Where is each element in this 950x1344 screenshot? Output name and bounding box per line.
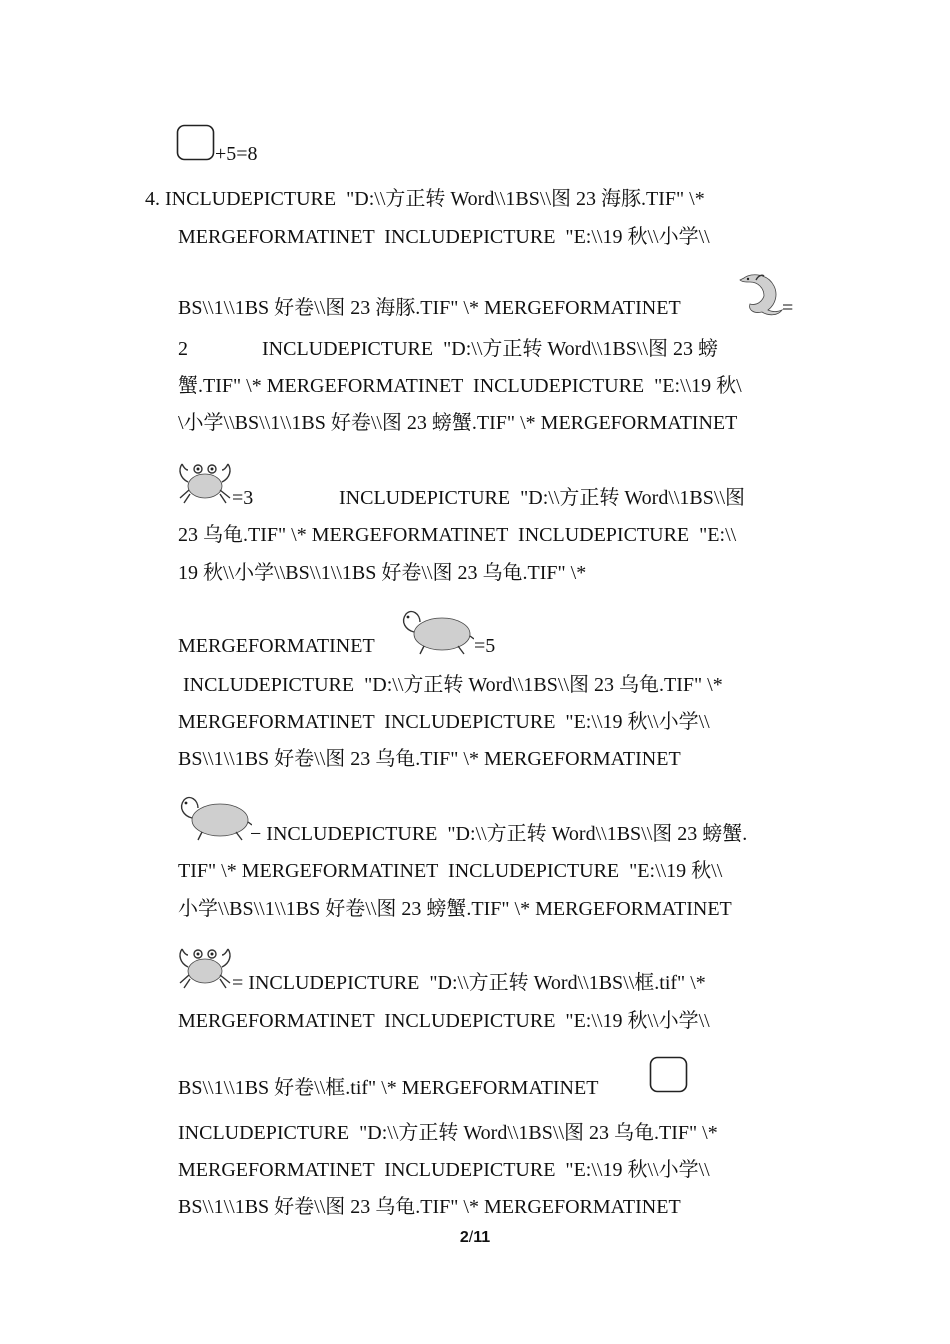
turtle-icon xyxy=(176,792,252,842)
text-line: MERGEFORMATINET INCLUDEPICTURE "E:\\19 秋\\小学\\ xyxy=(178,1010,710,1032)
crab-icon xyxy=(176,458,234,506)
text-line: BS\\1\\1BS 好卷\\图 23 海豚.TIF" \* MERGEFORMATINET xyxy=(178,297,681,319)
text-value: =3 xyxy=(232,487,254,509)
text-line: BS\\1\\1BS 好卷\\图 23 乌龟.TIF" \* MERGEFORMATINET xyxy=(178,748,681,770)
page-number xyxy=(0,1229,950,1247)
answer-box-icon xyxy=(649,1056,689,1094)
text-line: INCLUDEPICTURE "D:\\方正转 Word\\1BS\\图 23 乌龟.TIF" \* xyxy=(178,674,723,696)
text-line: INCLUDEPICTURE "D:\\方正转 Word\\1BS\\图 xyxy=(339,487,746,509)
text-line: MERGEFORMATINET INCLUDEPICTURE "E:\\19 秋\\小学\\ xyxy=(178,711,710,733)
text-line: BS\\1\\1BS 好卷\\图 23 乌龟.TIF" \* MERGEFORMATINET xyxy=(178,1196,681,1218)
text-line: 小学\\BS\\1\\1BS 好卷\\图 23 螃蟹.TIF" \* MERGEFORMATINET xyxy=(178,898,732,920)
text-value: =5 xyxy=(474,635,496,657)
page-total: 11 xyxy=(473,1229,491,1246)
text-line: INCLUDEPICTURE "D:\\方正转 Word\\1BS\\图 23 乌龟.TIF" \* xyxy=(178,1122,718,1144)
text-line: 19 秋\\小学\\BS\\1\\1BS 好卷\\图 23 乌龟.TIF" \* xyxy=(178,562,587,584)
text-line: MERGEFORMATINET INCLUDEPICTURE "E:\\19 秋\\小学\\ xyxy=(178,1159,710,1181)
equation-box-plus-5: +5=8 xyxy=(215,143,258,165)
text-line: TIF" \* MERGEFORMATINET INCLUDEPICTURE "E:\\19 秋\\ xyxy=(178,860,723,882)
turtle-icon xyxy=(398,606,474,656)
text-line: BS\\1\\1BS 好卷\\框.tif" \* MERGEFORMATINET xyxy=(178,1077,599,1099)
question-4-line-1: 4. INCLUDEPICTURE "D:\\方正转 Word\\1BS\\图 23 海豚.TIF" \* xyxy=(145,188,705,210)
text-line: MERGEFORMATINET xyxy=(178,635,375,657)
crab-icon xyxy=(176,943,234,991)
answer-box-icon xyxy=(176,124,216,162)
text-line: 蟹.TIF" \* MERGEFORMATINET INCLUDEPICTURE "E:\\19 秋\ xyxy=(178,375,742,397)
text-line: − INCLUDEPICTURE "D:\\方正转 Word\\1BS\\图 23 螃蟹. xyxy=(250,823,748,845)
text-line: INCLUDEPICTURE "D:\\方正转 Word\\1BS\\图 23 螃 xyxy=(262,338,719,360)
text-line: \小学\\BS\\1\\1BS 好卷\\图 23 螃蟹.TIF" \* MERGEFORMATINET xyxy=(178,412,738,434)
text-value: 2 xyxy=(178,338,188,360)
text-line: = xyxy=(782,297,794,319)
dolphin-icon xyxy=(738,270,784,318)
text-line: 23 乌龟.TIF" \* MERGEFORMATINET INCLUDEPICTURE "E:\\ xyxy=(178,524,737,546)
text-line: = INCLUDEPICTURE "D:\\方正转 Word\\1BS\\框.tif" \* xyxy=(232,972,706,994)
page-current: 2 xyxy=(459,1229,469,1246)
page-separator: / xyxy=(468,1229,474,1246)
text-line: MERGEFORMATINET INCLUDEPICTURE "E:\\19 秋\\小学\\ xyxy=(178,226,710,248)
